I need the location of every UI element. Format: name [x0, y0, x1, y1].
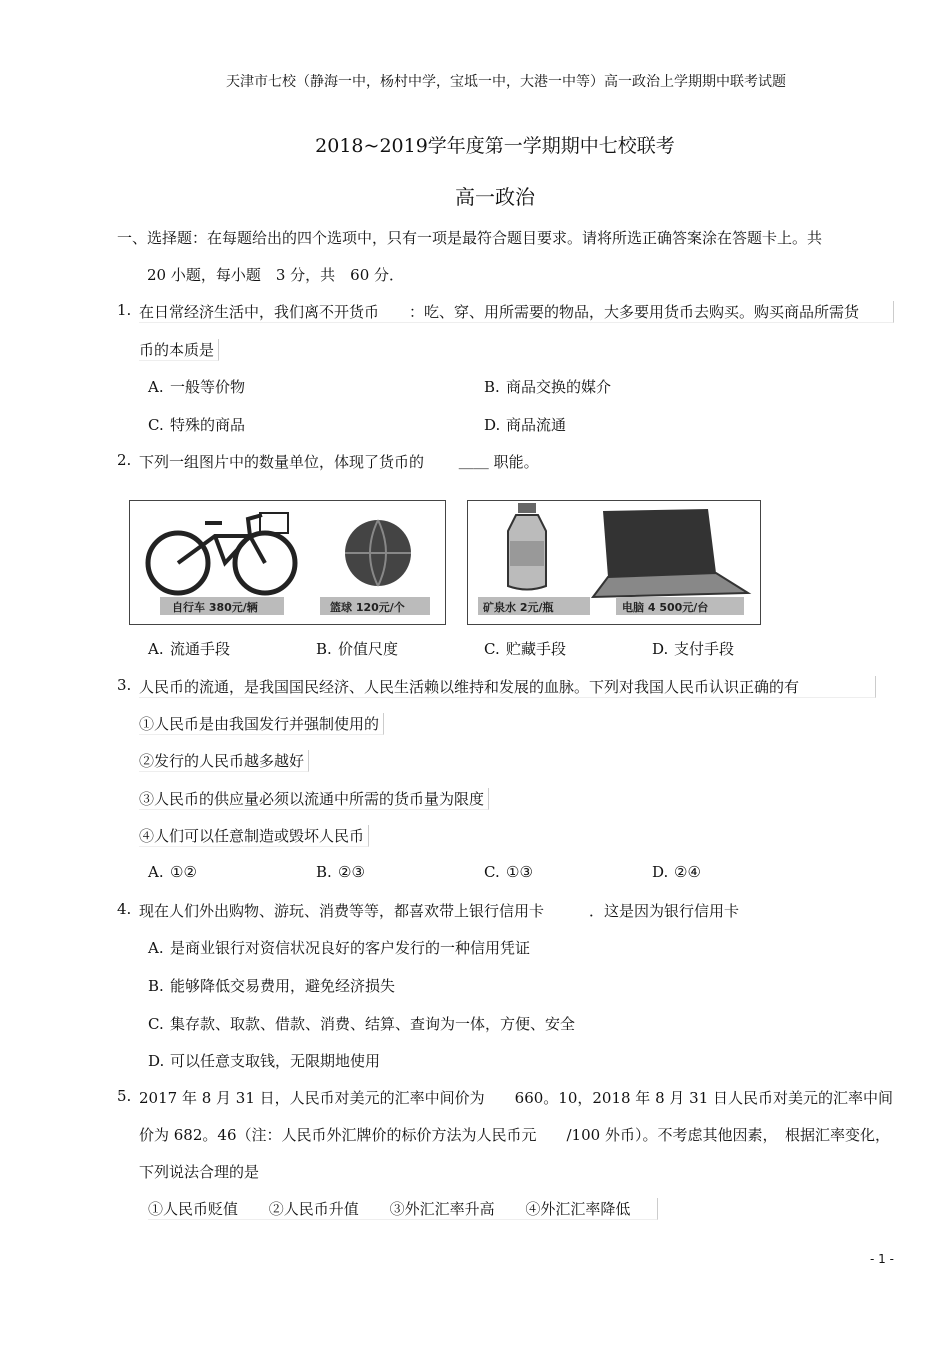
q1-option-d[interactable] — [484, 414, 566, 435]
question-2-number: 2. — [117, 451, 132, 469]
q1-option-a[interactable] — [148, 376, 245, 397]
option-letter: B. — [316, 640, 332, 658]
question-3-number: 3. — [117, 676, 132, 694]
q3-statement-3: ③人民币的供应量必须以流通中所需的货币量为限度 — [139, 788, 489, 810]
section-instructions-line1: 一、选择题：在每题给出的四个选项中，只有一项是最符合题目要求。请将所选正确答案涂在答题卡上。共 — [117, 229, 823, 247]
option-text: 特殊的商品 — [170, 416, 246, 434]
exam-subtitle: 高一政治 — [455, 185, 535, 209]
q3-statement-1: ①人民币是由我国发行并强制使用的 — [139, 713, 384, 735]
question-1-stem-line2: 币的本质是 — [139, 339, 219, 361]
q2-option-d[interactable] — [652, 638, 734, 659]
price-label-water: 矿泉水 2元/瓶 — [483, 601, 554, 614]
option-letter: C. — [484, 640, 500, 658]
q2-option-c[interactable] — [484, 638, 566, 659]
option-letter: B. — [316, 863, 332, 881]
q3-option-c[interactable] — [484, 863, 533, 881]
document-header: 天津市七校（静海一中，杨村中学，宝坻一中，大港一中等）高一政治上学期期中联考试题 — [226, 74, 786, 90]
question-5-stem-line2: 价为 682。46（注：人民币外汇牌价的标价方法为人民币元 /100 外币）。不考虑其他因素， 根据汇率变化， — [139, 1126, 890, 1144]
q3-option-b[interactable] — [316, 863, 365, 881]
option-text: 一般等价物 — [170, 378, 246, 396]
q3-option-d[interactable] — [652, 863, 701, 881]
option-text: 是商业银行对资信状况良好的客户发行的一种信用凭证 — [170, 939, 531, 957]
figure-water-laptop — [467, 500, 761, 625]
option-letter: D. — [652, 640, 669, 658]
q2-option-a[interactable] — [148, 638, 230, 659]
option-text: 商品交换的媒介 — [506, 378, 612, 396]
option-letter: C. — [148, 1015, 164, 1033]
question-4-number: 4. — [117, 900, 132, 918]
q4-option-a[interactable] — [148, 937, 530, 958]
q3-option-a[interactable] — [148, 863, 197, 881]
section-instructions-line2: 20 小题，每小题 3 分，共 60 分． — [147, 266, 405, 284]
q5-statement-2: ②人民币升值 — [268, 1200, 359, 1218]
option-text: 流通手段 — [170, 640, 231, 658]
answer-blank: ＿＿ — [458, 453, 489, 471]
option-text: 价值尺度 — [338, 640, 399, 658]
option-text: ①③ — [506, 863, 533, 881]
option-letter: A. — [148, 863, 164, 881]
question-1-stem-line1: 在日常经济生活中，我们离不开货币 ：吃、穿、用所需要的物品，大多要用货币去购买。购买商品所需货 — [139, 301, 894, 323]
question-5-number: 5. — [117, 1087, 132, 1105]
price-label-computer: 电脑 4 500元/台 — [622, 601, 709, 614]
question-2-stem-text: 下列一组图片中的数量单位，体现了货币的 — [139, 453, 425, 471]
option-letter: D. — [148, 1052, 165, 1070]
q1-option-c[interactable] — [148, 414, 245, 435]
question-1-number: 1. — [117, 301, 132, 319]
price-label-basketball: 篮球 120元/个 — [330, 601, 405, 614]
question-3-stem: 人民币的流通，是我国国民经济、人民生活赖以维持和发展的血脉。下列对我国人民币认识正确的有 — [139, 676, 876, 698]
q1-option-b[interactable] — [484, 376, 611, 397]
q5-statement-4: ④外汇汇率降低 — [525, 1200, 631, 1218]
option-letter: A. — [148, 640, 164, 658]
option-letter: D. — [652, 863, 669, 881]
price-label-bicycle: 自行车 380元/辆 — [172, 601, 258, 614]
option-text: 可以任意支取钱，无限期地使用 — [170, 1052, 381, 1070]
q5-statements — [148, 1198, 658, 1220]
option-letter: A. — [148, 378, 164, 396]
exam-title: 2018~2019学年度第一学期期中七校联考 — [315, 135, 675, 157]
option-letter: C. — [148, 416, 164, 434]
option-text: 支付手段 — [674, 640, 735, 658]
option-text: 能够降低交易费用，避免经济损失 — [170, 977, 396, 995]
option-text: ②③ — [338, 863, 365, 881]
option-text: 商品流通 — [506, 416, 567, 434]
option-text: ①② — [170, 863, 197, 881]
q4-option-d[interactable] — [148, 1050, 380, 1071]
figure-bike-ball — [129, 500, 446, 625]
option-letter: C. — [484, 863, 500, 881]
option-text: 集存款、取款、借款、消费、结算、查询为一体，方便、安全 — [170, 1015, 576, 1033]
q2-option-b[interactable] — [316, 638, 398, 659]
option-letter: A. — [148, 939, 164, 957]
page-number: - 1 - — [870, 1252, 894, 1266]
question-5-stem-line3: 下列说法合理的是 — [139, 1163, 260, 1181]
question-2-stem — [139, 451, 539, 472]
option-text: ②④ — [674, 863, 701, 881]
q4-option-c[interactable] — [148, 1013, 575, 1034]
question-2-stem-end: 职能。 — [493, 453, 539, 471]
q5-statement-1: ①人民币贬值 — [148, 1200, 239, 1218]
q3-statement-4: ④人们可以任意制造或毁坏人民币 — [139, 825, 369, 847]
question-4-stem: 现在人们外出购物、游玩、消费等等，都喜欢带上银行信用卡 ．这是因为银行信用卡 — [139, 902, 740, 920]
option-text: 贮藏手段 — [506, 640, 567, 658]
option-letter: B. — [148, 977, 164, 995]
q3-statement-2: ②发行的人民币越多越好 — [139, 750, 309, 772]
option-letter: D. — [484, 416, 501, 434]
question-5-stem-line1: 2017 年 8 月 31 日，人民币对美元的汇率中间价为 660。10，2018 年 8 月 31 日人民币对美元的汇率中间 — [139, 1089, 894, 1107]
q4-option-b[interactable] — [148, 975, 395, 996]
option-letter: B. — [484, 378, 500, 396]
q5-statement-3: ③外汇汇率升高 — [389, 1200, 495, 1218]
